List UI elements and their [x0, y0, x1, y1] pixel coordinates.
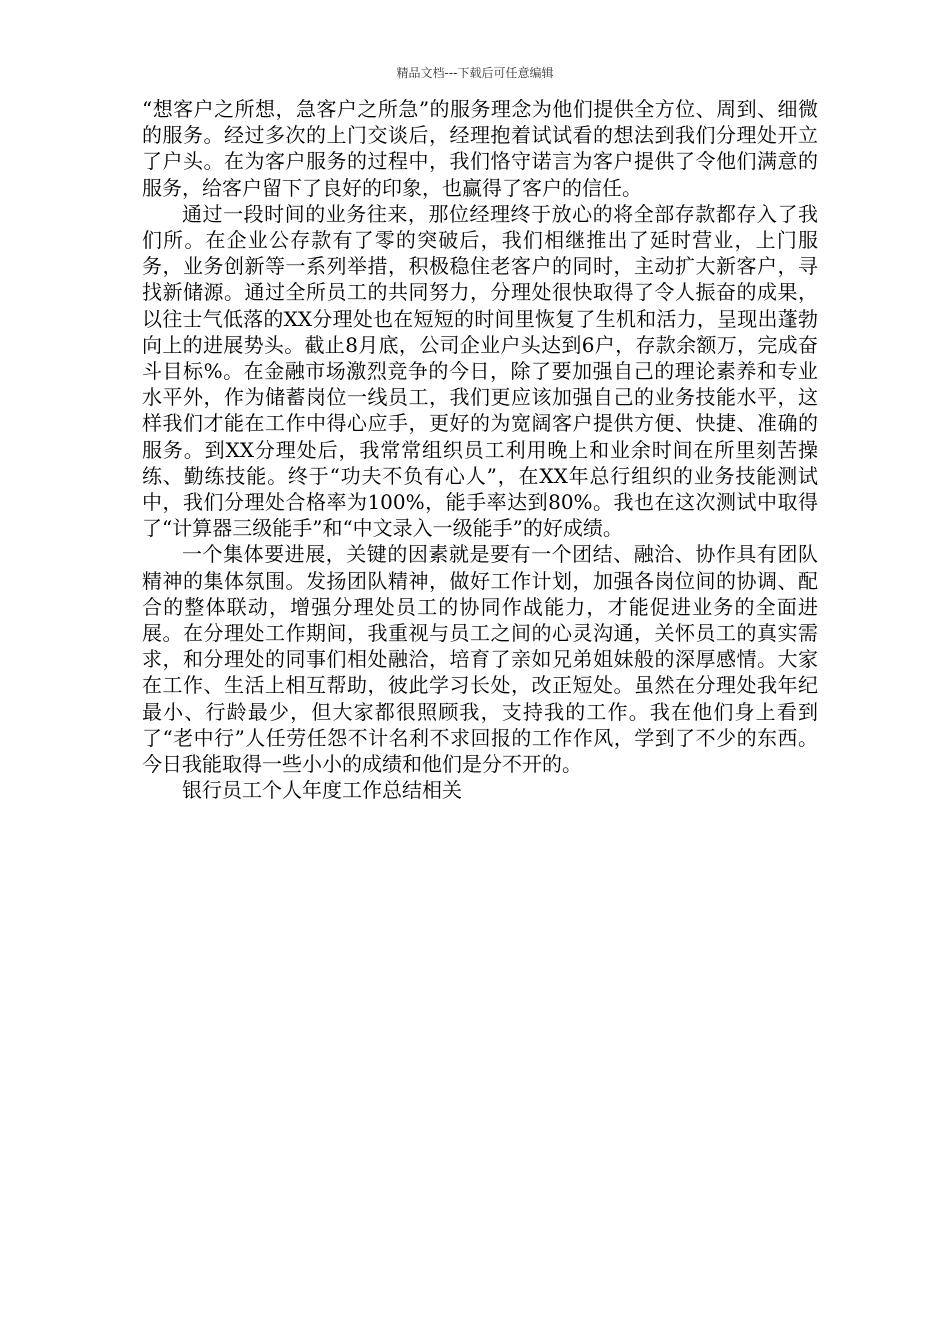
paragraph-3: 一个集体要进展，关键的因素就是要有一个团结、融洽、协作具有团队精神的集体氛围。发扬团队精神，做好工作计划，加强各岗位间的协调、配合的整体联动，增强分理处员工的协同作战能力，才能促进业务的全面进展。在分理处工作期间，我重视与员工之间的心灵沟通，关怀员工的真实需求，和分理处的同事们相处融洽，培育了亲如兄弟姐妹般的深厚感情。大家在工作、生活上相互帮助，彼此学习长处，改正短处。虽然在分理处我年纪最小、行龄最少，但大家都很照顾我，支持我的工作。我在他们身上看到了“老中行”人任劳任怨不计名利不求回报的工作作风，学到了不少的东西。今日我能取得一些小小的成绩和他们是分不开的。 [142, 542, 818, 777]
page-header: 精品文档---下载后可任意编辑 [396, 66, 554, 80]
paragraph-1: “想客户之所想，急客户之所急”的服务理念为他们提供全方位、周到、细微的服务。经过多次的上门交谈后，经理抱着试试看的想法到我们分理处开立了户头。在为客户服务的过程中，我们恪守诺言为客户提供了令他们满意的服务，给客户留下了良好的印象，也赢得了客户的信任。 [142, 97, 818, 200]
paragraph-4: 银行员工个人年度工作总结相关 [182, 778, 462, 803]
document-body [142, 96, 818, 803]
paragraph-2: 通过一段时间的业务往来，那位经理终于放心的将全部存款都存入了我们所。在企业公存款有了零的突破后，我们相继推出了延时营业，上门服务，业务创新等一系列举措，积极稳住老客户的同时，主动扩大新客户，寻找新储源。通过全所员工的共同努力，分理处很快取得了令人振奋的成果，以往士气低落的XX分理处也在短短的时间里恢复了生机和活力，呈现出蓬勃向上的进展势头。截止8月底，公司企业户头达到6户，存款余额万，完成奋斗目标%。在金融市场激烈竞争的今日，除了要加强自己的理论素养和专业水平外，作为储蓄岗位一线员工，我们更应该加强自己的业务技能水平，这样我们才能在工作中得心应手，更好的为宽阔客户提供方便、快捷、准确的服务。到XX分理处后，我常常组织员工利用晚上和业余时间在所里刻苦操练、勤练技能。终于“功夫不负有心人”，在XX年总行组织的业务技能测试中，我们分理处合格率为100%，能手率达到80%。我也在这次测试中取得了“计算器三级能手”和“中文录入一级能手”的好成绩。 [142, 201, 818, 541]
